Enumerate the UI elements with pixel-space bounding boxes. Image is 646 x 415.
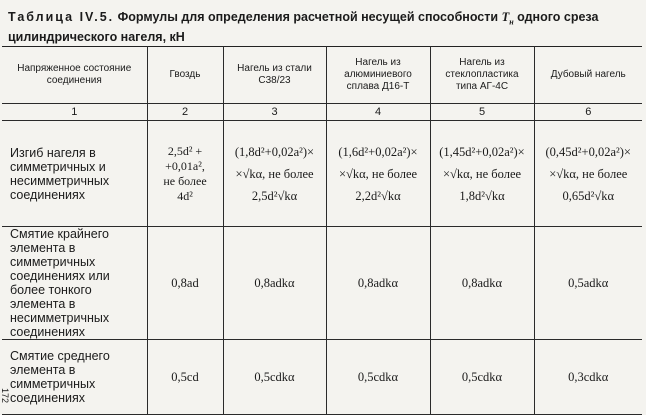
col-number: 6 <box>534 104 642 121</box>
header-fiberglass: Нагель из стеклопластика типа АГ-4С <box>430 47 534 104</box>
table-row-middle-bearing <box>2 340 642 415</box>
cell-bending-fiberglass: (1,45d²+0,02a²)× ×√kα, не более 1,8d²√kα <box>430 121 534 227</box>
table-row-bending <box>2 121 642 227</box>
cell-bending-nail: 2,5d² + +0,01a², не более 4d² <box>147 121 223 227</box>
cell-middle-aluminium: 0,5cdkα <box>326 340 430 415</box>
cell-bending-steel: (1,8d²+0,02a²)× ×√kα, не более 2,5d²√kα <box>223 121 326 227</box>
table-row-edge-bearing <box>2 227 642 340</box>
row-label-middle-bearing: Смятие среднего элемента в симметричных соединениях <box>2 340 147 415</box>
header-steel: Нагель из стали С38/23 <box>223 47 326 104</box>
cell-edge-fiberglass: 0,8adkα <box>430 227 534 340</box>
col-number: 2 <box>147 104 223 121</box>
column-number-row <box>2 104 642 121</box>
header-row <box>2 47 642 104</box>
table-caption <box>8 10 638 45</box>
col-number: 5 <box>430 104 534 121</box>
col-number: 3 <box>223 104 326 121</box>
formula-table <box>2 46 642 415</box>
cell-bending-oak: (0,45d²+0,02a²)× ×√kα, не более 0,65d²√kα <box>534 121 642 227</box>
header-stress-state: Напряженное состояние соединения <box>2 47 147 104</box>
col-number: 4 <box>326 104 430 121</box>
header-nail: Гвоздь <box>147 47 223 104</box>
cell-middle-nail: 0,5cd <box>147 340 223 415</box>
page-number: 172 <box>0 388 10 404</box>
caption-symbol: $T_н$ <box>501 10 514 27</box>
row-label-bending: Изгиб нагеля в симметричных и несимметричных соединениях <box>2 121 147 227</box>
caption-label: Таблица IV.5. <box>8 10 115 24</box>
cell-edge-steel: 0,8adkα <box>223 227 326 340</box>
header-oak: Дубовый нагель <box>534 47 642 104</box>
cell-bending-aluminium: (1,6d²+0,02a²)× ×√kα, не более 2,2d²√kα <box>326 121 430 227</box>
cell-middle-oak: 0,3cdkα <box>534 340 642 415</box>
cell-edge-oak: 0,5adkα <box>534 227 642 340</box>
caption-text-after: одного среза цилиндрического нагеля, кН <box>8 10 599 44</box>
cell-middle-steel: 0,5cdkα <box>223 340 326 415</box>
cell-edge-nail: 0,8ad <box>147 227 223 340</box>
caption-text-before: Формулы для определения расчетной несущей способности <box>117 10 499 24</box>
row-label-edge-bearing: Смятие крайнего элемента в симметричных соединениях или более тонкого элемента в несимметричных соединениях <box>2 227 147 340</box>
header-aluminium: Нагель из алюминиевого сплава Д16-Т <box>326 47 430 104</box>
cell-middle-fiberglass: 0,5cdkα <box>430 340 534 415</box>
cell-edge-aluminium: 0,8adkα <box>326 227 430 340</box>
col-number: 1 <box>2 104 147 121</box>
